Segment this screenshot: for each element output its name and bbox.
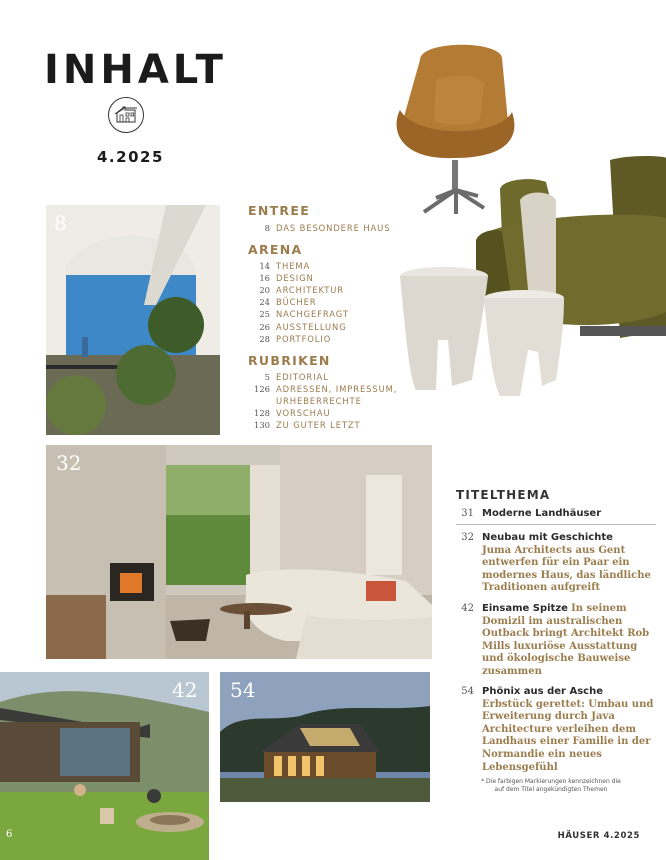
issue-number: 4.2025 bbox=[97, 148, 164, 166]
folio: HÄUSER 4.2025 bbox=[557, 831, 640, 841]
toc-item[interactable] bbox=[248, 284, 448, 296]
entry-title: Phönix aus der Asche bbox=[482, 686, 603, 697]
photo-page-number: 8 bbox=[54, 211, 67, 235]
toc-label: THEMA bbox=[276, 261, 311, 272]
toc-item[interactable] bbox=[248, 383, 448, 395]
toc-item[interactable] bbox=[248, 333, 448, 345]
entry-text: In seinem Domizil im australischen Outback bringt Architekt Rob Mills luxuriöse Ausstattung und ökologische Bauweise zusammen bbox=[482, 603, 650, 677]
toc-label: BÜCHER bbox=[276, 297, 317, 308]
toc-label: ZU GUTER LETZT bbox=[276, 420, 361, 431]
page-number: 6 bbox=[6, 829, 13, 840]
photo-page-number: 42 bbox=[172, 678, 198, 702]
toc-label: AUSSTELLUNG bbox=[276, 321, 347, 332]
toc-item-continuation bbox=[248, 395, 448, 407]
toc-label: VORSCHAU bbox=[276, 408, 331, 419]
photo-page-32 bbox=[46, 445, 432, 659]
entry-page: 32 bbox=[461, 532, 474, 543]
lounge-chair-image bbox=[397, 45, 515, 214]
toc-label: DESIGN bbox=[276, 273, 314, 284]
toc-page: 130 bbox=[254, 420, 270, 431]
toc-label: PORTFOLIO bbox=[276, 333, 332, 344]
entry-title: Moderne Landhäuser bbox=[482, 508, 602, 519]
section-heading-arena: ARENA bbox=[248, 242, 303, 258]
toc-page: 128 bbox=[254, 408, 270, 419]
photo-page-54 bbox=[220, 672, 430, 802]
toc-label: DAS BESONDERE HAUS bbox=[276, 223, 391, 233]
toc-label: NACHGEFRAGT bbox=[276, 309, 349, 320]
entry-title: Einsame Spitze bbox=[482, 603, 568, 614]
toc-page: 20 bbox=[259, 285, 270, 296]
titelthema-entry[interactable] bbox=[456, 508, 656, 522]
section-heading-rubriken: RUBRIKEN bbox=[248, 352, 331, 368]
divider bbox=[456, 524, 656, 525]
toc-item[interactable] bbox=[248, 222, 448, 234]
toc-page: 126 bbox=[254, 383, 270, 394]
entry-text: Juma Architects aus Gent entwerfen für ein Paar ein modernes Haus, das ländliche Traditionen aufgreift bbox=[482, 544, 651, 594]
toc-item[interactable] bbox=[248, 272, 448, 284]
section-heading-entree: ENTREE bbox=[248, 203, 311, 218]
toc-item[interactable] bbox=[248, 419, 448, 431]
table-of-contents bbox=[248, 203, 448, 431]
titelthema-entry[interactable] bbox=[456, 532, 656, 598]
toc-item[interactable] bbox=[248, 296, 448, 308]
house-icon bbox=[108, 97, 144, 133]
photo-page-8 bbox=[46, 205, 220, 435]
photo-page-42 bbox=[0, 672, 209, 860]
titelthema-heading: TITELTHEMA bbox=[456, 488, 551, 502]
toc-label: ADRESSEN, IMPRESSUM, bbox=[276, 383, 398, 394]
entry-page: 42 bbox=[461, 603, 474, 614]
toc-page: 26 bbox=[259, 321, 270, 332]
toc-item[interactable] bbox=[248, 407, 448, 419]
toc-item[interactable] bbox=[248, 260, 448, 272]
toc-item[interactable] bbox=[248, 308, 448, 320]
toc-label: ARCHITEKTUR bbox=[276, 285, 344, 296]
footnote: * Die farbigen Markierungen kennzeichnen die auf dem Titel angekündigten Themen bbox=[481, 778, 621, 793]
toc-label: URHEBERRECHTE bbox=[276, 395, 362, 406]
entry-page: 54 bbox=[461, 686, 474, 697]
entry-text: Erbstück gerettet: Umbau und Erweiterung durch Java Architecture verleihen dem Landhaus einer Familie in der Normandie ein neues Lebensgefühl bbox=[482, 698, 654, 773]
toc-item[interactable] bbox=[248, 371, 448, 383]
titelthema-entry[interactable] bbox=[456, 686, 656, 776]
toc-item[interactable] bbox=[248, 321, 448, 333]
photo-page-number: 54 bbox=[230, 678, 256, 702]
entry-page: 31 bbox=[461, 508, 474, 519]
photo-page-number: 32 bbox=[56, 451, 82, 475]
toc-page: 24 bbox=[259, 297, 270, 308]
toc-page: 14 bbox=[259, 261, 270, 272]
toc-page: 25 bbox=[259, 309, 270, 320]
toc-page: 5 bbox=[264, 371, 270, 382]
toc-page: 8 bbox=[264, 223, 270, 233]
page-title: INHALT bbox=[44, 47, 227, 93]
toc-page: 28 bbox=[259, 333, 270, 344]
toc-label: EDITORIAL bbox=[276, 371, 329, 382]
toc-page: 16 bbox=[259, 273, 270, 284]
entry-title: Neubau mit Geschichte bbox=[482, 532, 613, 543]
titelthema-entry[interactable] bbox=[456, 603, 656, 679]
